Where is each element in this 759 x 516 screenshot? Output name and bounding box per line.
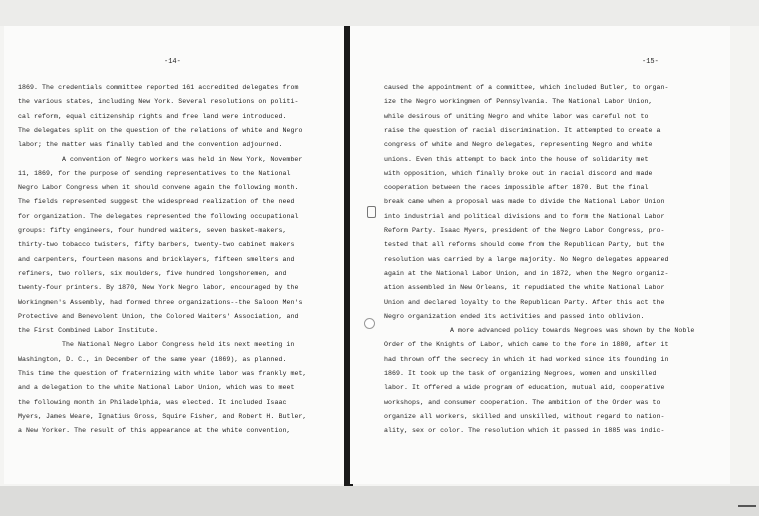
text-line: ation assembled in New Orleans, it repudiated the white National Labor bbox=[384, 284, 665, 292]
punch-hole-icon bbox=[364, 318, 375, 329]
text-line: with opposition, which finally broke out in racial discord and made bbox=[384, 169, 653, 177]
text-line: workshops, and consumer cooperation. The ambition of the Order was to bbox=[384, 398, 661, 406]
left-page-number: -14- bbox=[164, 58, 181, 66]
text-line: and carpenters, fourteen masons and bricklayers, fifteen smelters and bbox=[18, 255, 295, 263]
edge-arrow-icon bbox=[738, 505, 756, 507]
text-line: Myers, James Weare, Ignatius Gross, Squire Fisher, and Robert H. Butler, bbox=[18, 412, 307, 420]
text-line: Order of the Knights of Labor, which came to the fore in 1880, after it bbox=[384, 341, 669, 349]
text-line: labor. It offered a wide program of education, mutual aid, cooperative bbox=[384, 384, 665, 392]
text-line: while desirous of uniting Negro and white labor was careful not to bbox=[384, 112, 649, 120]
text-line: labor; the matter was finally tabled and the convention adjourned. bbox=[18, 141, 283, 149]
text-line: for organization. The delegates represented the following occupational bbox=[18, 212, 299, 220]
text-line: break came when a proposal was made to divide the National Labor Union bbox=[384, 198, 665, 206]
text-line: A convention of Negro workers was held in New York, November bbox=[62, 155, 303, 163]
binding-clip-icon bbox=[367, 206, 376, 218]
text-line: Negro organization ended its activities and passed into oblivion. bbox=[384, 312, 645, 320]
text-line: This time the question of fraternizing with white labor was frankly met, bbox=[18, 370, 307, 377]
text-line: Union and declared loyalty to the Republican Party. After this act the bbox=[384, 298, 665, 306]
text-line: cooperation between the races impossible after 1870. But the final bbox=[384, 184, 649, 192]
text-line: had thrown off the secrecy in which it had worked since its founding in bbox=[384, 355, 669, 363]
text-line: organize all workers, skilled and unskilled, without regard to nation- bbox=[384, 412, 665, 420]
text-line: caused the appointment of a committee, which included Butler, to organ- bbox=[384, 84, 669, 91]
text-line: ize the Negro workingmen of Pennsylvania. The National Labor Union, bbox=[384, 98, 653, 106]
text-line: resolution was carried by a large majority. No Negro delegates appeared bbox=[384, 255, 669, 263]
text-line: twenty-four printers. By 1870, New York Negro labor, encouraged by the bbox=[18, 284, 299, 292]
text-line: raise the question of racial discrimination. It attempted to create a bbox=[384, 126, 661, 134]
text-line: tested that all reforms should come from the Republican Party, but the bbox=[384, 241, 665, 249]
text-line: ality, sex or color. The resolution which it passed in 1885 was indic- bbox=[384, 427, 665, 435]
text-line: The fields represented suggest the widespread realization of the need bbox=[18, 198, 295, 206]
text-line: 1869. The credentials committee reported 161 accredited delegates from bbox=[18, 84, 299, 91]
text-line: refiners, two rollers, six moulders, five hundred longshoremen, and bbox=[18, 269, 287, 277]
text-line: cal reform, equal citizenship rights and free land were introduced. bbox=[18, 112, 287, 120]
text-line: 1869. It took up the task of organizing Negroes, women and unskilled bbox=[384, 370, 657, 377]
right-page-number: -15- bbox=[642, 58, 659, 66]
text-line: the various states, including New York. Several resolutions on politi- bbox=[18, 98, 299, 106]
text-line: The National Negro Labor Congress held its next meeting in bbox=[62, 341, 295, 349]
text-line: Reform Party. Isaac Myers, president of the Negro Labor Congress, pro- bbox=[384, 227, 665, 234]
text-line: A more advanced policy towards Negroes was shown by the Noble bbox=[450, 327, 695, 335]
text-line: thirty-two tobacco twisters, fifty barbers, twenty-two cabinet makers bbox=[18, 241, 295, 249]
text-line: Negro Labor Congress when it should convene again the following month. bbox=[18, 184, 299, 192]
text-line: Protective and Benevolent Union, the Colored Waiters' Association, and bbox=[18, 312, 299, 320]
film-strip-bottom bbox=[0, 486, 759, 516]
text-line: again at the National Labor Union, and in 1872, when the Negro organiz- bbox=[384, 269, 669, 277]
text-line: into industrial and political divisions and to form the National Labor bbox=[384, 212, 665, 220]
text-line: the First Combined Labor Institute. bbox=[18, 327, 159, 335]
left-page bbox=[4, 26, 345, 484]
text-line: the following month in Philadelphia, was elected. It included Isaac bbox=[18, 398, 287, 406]
text-line: 11, 1869, for the purpose of sending representatives to the National bbox=[18, 169, 291, 177]
text-line: Workingmen's Assembly, had formed three organizations--the Saloon Men's bbox=[18, 298, 303, 306]
text-line: The delegates split on the question of the relations of white and Negro bbox=[18, 126, 303, 134]
right-page bbox=[350, 26, 730, 484]
text-line: Washington, D. C., in December of the same year (1869), as planned. bbox=[18, 355, 287, 363]
text-line: unions. Even this attempt to back into the house of solidarity met bbox=[384, 155, 649, 163]
film-strip-top bbox=[0, 0, 759, 26]
text-line: and a delegation to the white National Labor Union, which was to meet bbox=[18, 384, 295, 392]
text-line: a New Yorker. The result of this appearance at the white convention, bbox=[18, 427, 291, 435]
text-line: groups: fifty engineers, four hundred waiters, seven basket-makers, bbox=[18, 227, 287, 234]
text-line: congress of white and Negro delegates, representing Negro and white bbox=[384, 141, 653, 149]
